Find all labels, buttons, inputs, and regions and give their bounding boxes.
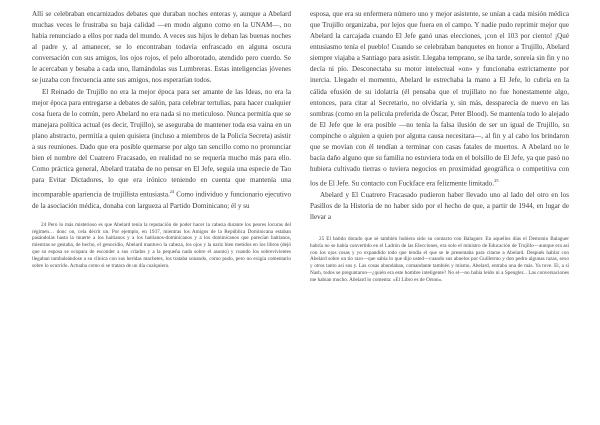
paragraph-text: Como individuo y funcionario ejecutivo de la asociación médica, donaba con largueza al Partido Dominicano; él y su [32, 190, 292, 210]
left-page-column [32, 9, 291, 270]
left-body-text [32, 9, 291, 212]
paragraph-text: El Reinado de Trujillo no era la mejor época para ser amante de las Ideas, no era la mejor época para entregarse a debates de salón, para celebrar tertulias, para hacer cualquier cosa fuera de lo común, pero Abelard no era nada si no meticuloso. Nunca permitía que se manejara política actual (es decir, Trujillo), se aseguraba de mantener toda esa vaina en un plano abstracto, permitía a quien quisiera (incluso a miembros de la Policía Secreta) asistir a sus reuniones. Dado que era posible quemarse por algo tan sencillo como no pronunciar bien el nombre del Cuatrero Fracasado, en realidad no se requería mucho más para ello. Como práctica general, Abelard trataba de no pensar en El Jefe, seguía una especie de Tao para Evitar Dictadores, lo que era irónico teniendo en cuenta que mantenía una incomparable apariencia de trujillista entusiasta. [32, 87, 291, 199]
paragraph-with-note [32, 87, 291, 212]
paragraph: Allí se celebraban encarnizados debates que duraban noches enteras y, aunque a Abelard muchas veces le frustraba su baja calidad —en modo alguno como en la UNAM—, no había renunciado a ellos por nada del mundo. A veces sus hijos le deban las buenas noches al padre y, al amanecer, se lo encontraban todavía enfrascado en alguna oscura conversación con sus amigos, los ojos rojos, el pelo alborotado, atendido pero cuerdo. Se le acercaban y besaba a cada uno, llamándolas sus Lumbreras. Estas inteligencias jóvenes se juzaba con frecuencia ante sus amigos, nos esperarían todos. [32, 10, 291, 85]
paragraph: Abelard y El Cuatrero Fracasado pudieron haber llevado uno al lado del otro en los Pasillos de la Historia de no haber sido por el hecho de que, a partir de 1944, en lugar de llevar a [310, 190, 569, 221]
footnote-marker: 24 [169, 189, 175, 195]
right-page-column [310, 9, 569, 284]
footnote-marker: 25 [493, 178, 499, 184]
paragraph-text: esposa, que era su enfermera número uno y mejor asistente, se unían a cada misión médica que Trujillo organizaba, por lejos que fuera en el campo. Y nadie pudo reprimir mejor que Abelard la carcajada cuando El Jefe ganó unas elecciones, ¡con el 103 por ciento! ¡Qué entusiasmo tenía el pueblo! Cuando se celebraban banquetes en honor a Trujillo, Abelard siempre viajaba a Santiago para asistir. Llegaba temprano, se iba tarde, sonreía sin fin y no decía ni pío. Desconectaba su motor intelectual «on» y funcionaba estrictamente por inercia. Llegado el momento, Abelard le estrechaba la mano a El Jefe, lo cubría en la cálida efusión de su idolatría (él pensaba que el trujillato no fue honestamente algo, entonces, para citar al Secretario, no olvidaría y, sin más, dessparecía de nuevo en las sombras (como en la película preferida de Óscar, Peter Blood). Se mantenía todo lo alejado de El Jefe que le era posible —no tenía la falsa ilusión de ser un igual de Trujillo, su compinche o alguien a quien por alguna causa necesitara—, al fin y al cabo los brindaron que se movían con él tendían a terminar con casas fatales de muertos. A Abelard no le bacía daño alguno que su familia no estuviera toda en el bolsillo de El Jefe, ya que pasó no hubiera cultivado tierras o tuviera negocios en proximidad geográfica o competitiva con los de El Jefe. Su contacto con Fuckface era felizmente limitado. [310, 10, 569, 188]
paragraph-with-note [310, 9, 569, 190]
right-body-text [310, 9, 569, 223]
footnote-25: 25 El batido dorado que sé también hubiera sido su contacto con Balaguer. En aquellos días el Demonio Balaguer habría no se había convertido en el Ladrón de las Elecciones, era solo el ministro de Educación de Trujillo—aunque era así con los ojos cosas y yo expandido todo que tendía el que se le presentaba para citarse a Abelard. Después hablar con Abelard sobre un tío raro—que sabía lo que dijo usted—cuando sus abuelos por Guillermo y don pedro algunas razas, sexo y otros tanto así sus y. Las cosas abundaban, comandante también y mismo, Abelard, entraba una de más. Ya tuve. El, a sí Nash, todos se preguntaron—¿quién era este hombre inteligente? No el—no había leído ni a Spengler... Las conversaciones me habían mucho. Abelard lo comenta: «El Libro es de Orson». [310, 235, 569, 283]
footnote-24: 24 Pero lo más misterioso es que Abelard tenía la reputación de poder hacer la cabeza durante los peores locuras del régimen… donc on, cela décrit un. Por ejemplo, en 1937, mientras los Amigos de la República Dominicana estaban pasándolas hasta la muerte a los haitianos y a los haitianos-dominicanos y a los dominicanos que parecían haitianos, mientras se gestaba, de hecho, el genocidio, Abelard mantuvo la cabeza, los ojos y la nariz bien metidos en los libros (dejó que su esposa se ocupara de esconder a sus criados y a la pequeña nada sobre el asunto) y cuando los sobrevivientes llegaban tambaleándose a su clínica con sus heridas machetes, los trataba sonando, como pudo, pero no exigía comentario sobre lo ocurrido. Actuaba como si se tratara de un día cualquiera. [32, 221, 291, 269]
